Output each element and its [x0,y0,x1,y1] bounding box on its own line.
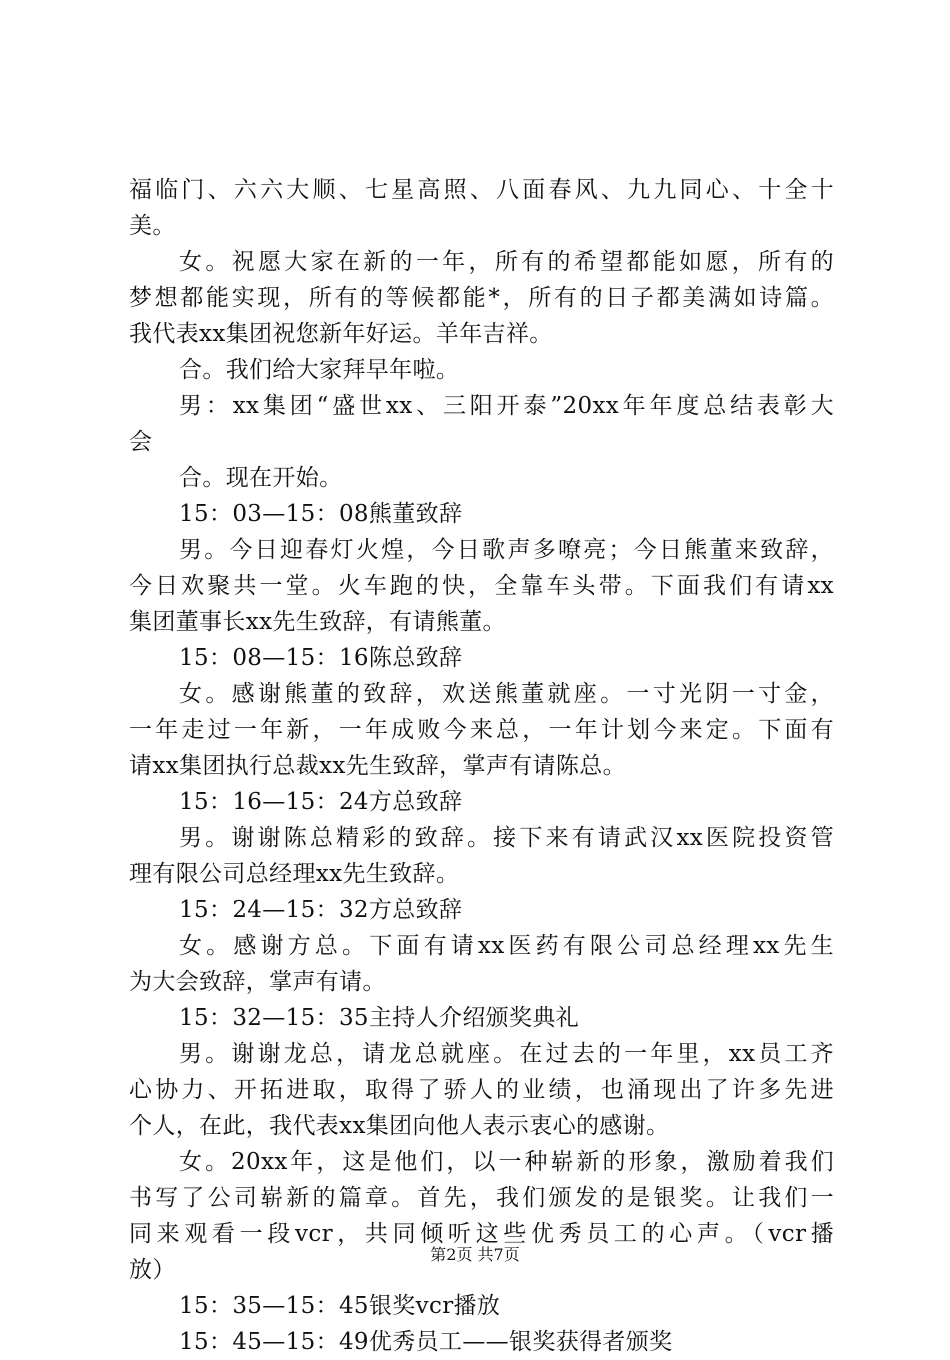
text-line: 今日欢聚共一堂。火车跑的快，全靠车头带。下面我们有请xx [129,573,834,599]
schedule-heading: 15：16—15：24方总致辞 [179,789,463,815]
text-line: 请xx集团执行总裁xx先生致辞，掌声有请陈总。 [129,753,626,779]
text-line: 女。感谢方总。下面有请xx医药有限公司总经理xx先生 [179,933,834,959]
text-line: 梦想都能实现，所有的等候都能*，所有的日子都美满如诗篇。 [129,285,834,311]
schedule-heading: 15：08—15：16陈总致辞 [179,645,463,671]
schedule-heading: 15：03—15：08熊董致辞 [179,501,463,527]
document-body [129,172,834,1360]
text-line: 我代表xx集团祝您新年好运。羊年吉祥。 [129,321,553,347]
text-line: 集团董事长xx先生致辞，有请熊董。 [129,609,506,635]
text-line: 会 [129,429,153,455]
text-line: 个人，在此，我代表xx集团向他人表示衷心的感谢。 [129,1113,670,1139]
text-line: 放） [129,1257,176,1283]
text-line: 男。谢谢龙总，请龙总就座。在过去的一年里，xx员工齐 [179,1041,834,1067]
text-line: 书写了公司崭新的篇章。首先，我们颁发的是银奖。让我们一 [129,1185,834,1211]
text-line: 心协力、开拓进取，取得了骄人的业绩，也涌现出了许多先进 [129,1077,834,1103]
text-line: 合。现在开始。 [179,465,343,491]
schedule-heading: 15：45—15：49优秀员工——银奖获得者颁奖 [179,1329,673,1355]
text-line: 福临门、六六大顺、七星高照、八面春风、九九同心、十全十 [129,177,834,203]
text-line: 女。20xx年，这是他们，以一种崭新的形象，激励着我们 [179,1149,834,1175]
page-number-footer: 第2页 共7页 [430,1245,520,1264]
text-line: 男。谢谢陈总精彩的致辞。接下来有请武汉xx医院投资管 [179,825,834,851]
text-line: 女。祝愿大家在新的一年，所有的希望都能如愿，所有的 [179,249,834,275]
text-line: 同来观看一段vcr，共同倾听这些优秀员工的心声。（vcr播 [129,1221,834,1247]
schedule-heading: 15：32—15：35主持人介绍颁奖典礼 [179,1005,580,1031]
schedule-heading: 15：35—15：45银奖vcr播放 [179,1293,501,1319]
text-line: 理有限公司总经理xx先生致辞。 [129,861,460,887]
text-line: 合。我们给大家拜早年啦。 [179,357,460,383]
text-line: 男。今日迎春灯火煌，今日歌声多嘹亮；今日熊董来致辞， [179,537,834,563]
text-line: 一年走过一年新，一年成败今来总，一年计划今来定。下面有 [129,717,834,743]
text-line: 美。 [129,213,176,239]
text-line: 男：xx集团“盛世xx、三阳开泰”20xx年年度总结表彰大 [179,393,834,419]
schedule-heading: 15：24—15：32方总致辞 [179,897,463,923]
text-line: 为大会致辞，掌声有请。 [129,969,386,995]
text-line: 女。感谢熊董的致辞，欢送熊董就座。一寸光阴一寸金， [179,681,834,707]
